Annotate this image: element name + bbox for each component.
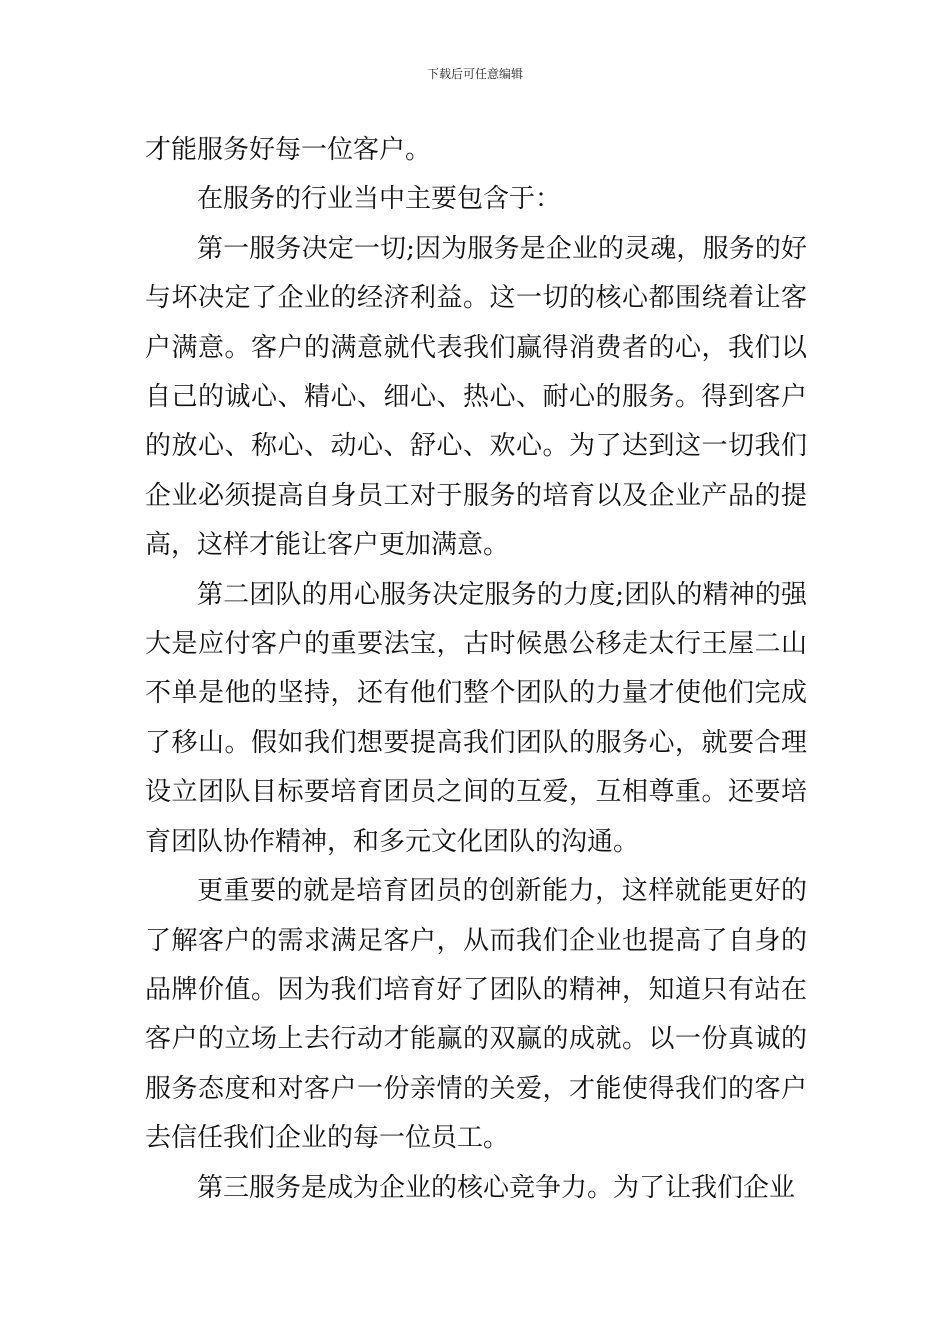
paragraph-team-innovation: 更重要的就是培育团员的创新能力，这样就能更好的了解客户的需求满足客户，从而我们企业也提高了自身的品牌价值。因为我们培育好了团队的精神，知道只有站在客户的立场上去行动才能赢的双赢的成就。以一份真诚的服务态度和对客户一份亲情的关爱，才能使得我们的客户去信任我们企业的每一位员工。 xyxy=(145,876,807,1154)
paragraph-continuation: 才能服务好每一位客户。 xyxy=(145,135,432,165)
page-header-note: 下载后可任意编辑 xyxy=(426,67,523,81)
paragraph-intro: 在服务的行业当中主要包含于： xyxy=(197,184,562,215)
paragraph-point-one: 第一服务决定一切;因为服务是企业的灵魂，服务的好与坏决定了企业的经济利益。这一切的核心都围绕着让客户满意。客户的满意就代表我们赢得消费者的心，我们以自己的诚心、精心、细心、热心、耐心的服务。得到客户的放心、称心、动心、舒心、欢心。为了达到这一切我们企业必须提高自身员工对于服务的培育以及企业产品的提高，这样才能让客户更加满意。 xyxy=(145,233,807,561)
paragraph-point-three: 第三服务是成为企业的核心竞争力。为了让我们企业 xyxy=(197,1172,796,1203)
document-body xyxy=(145,126,807,1213)
paragraph-point-two: 第二团队的用心服务决定服务的力度;团队的精神的强大是应付客户的重要法宝，古时候愚公移走太行王屋二山不单是他的坚持，还有他们整个团队的力量才使他们完成了移山。假如我们想要提高我们团队的服务心，就要合理设立团队目标要培育团员之间的互爱，互相尊重。还要培育团队协作精神，和多元文化团队的沟通。 xyxy=(145,579,807,857)
